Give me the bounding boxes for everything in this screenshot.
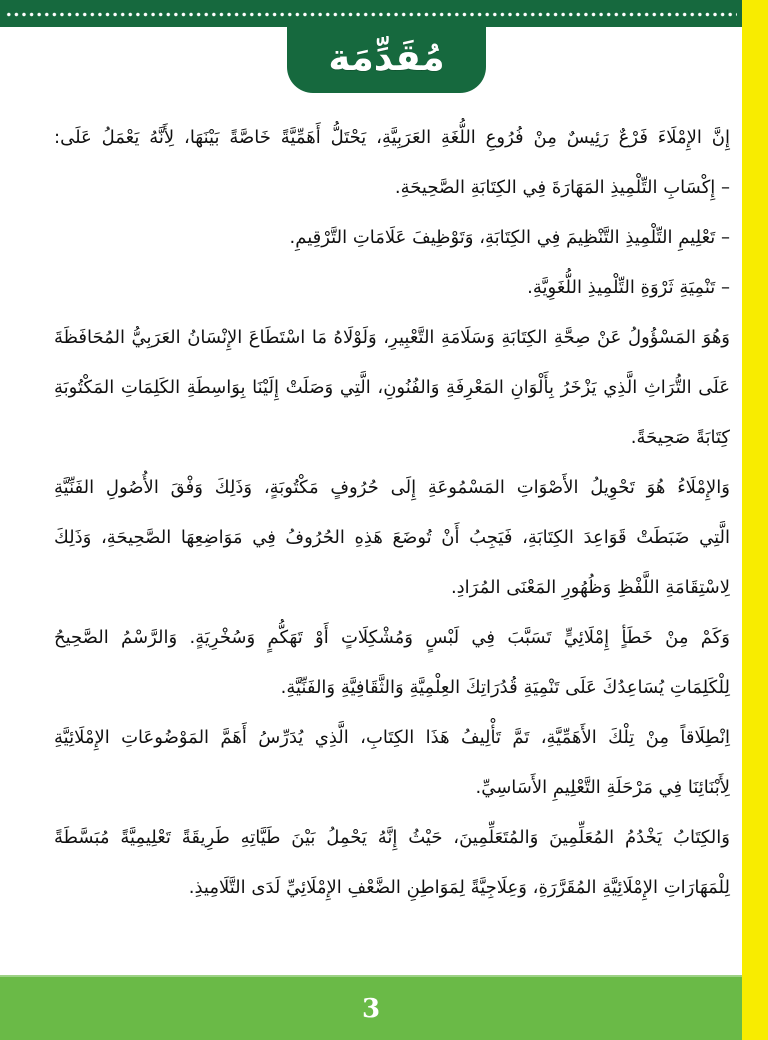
paragraph-1-line-2: عَلَى التُّرَاثِ الَّذِي يَزْخَرُ بِأَلْوَانِ المَعْرِفَةِ وَالفُنُونِ، الَّتِي وَصَلَتْ إِلَيْنَا بِوَاسِطَةِ الكَلِمَاتِ المَكْتُوبَةِ (54, 377, 730, 398)
paragraph-3-line-1: وَكَمْ مِنْ خَطَأٍ إِمْلَائِيٍّ تَسَبَّبَ فِي لَبْسٍ وَمُشْكِلَاتٍ أَوْ تَهَكُّمٍ وَسُخْرِيَةٍ. وَالرَّسْمُ الصَّحِيحُ (54, 627, 730, 648)
paragraph-5-line-1: وَالكِتَابُ يَخْدُمُ المُعَلِّمِينَ وَالمُتَعَلِّمِينَ، حَيْثُ إِنَّهُ يَحْمِلُ بَيْنَ طَيَّاتِهِ طَرِيقَةً تَعْلِيمِيَّةً مُبَسَّطَةً (54, 827, 730, 848)
paragraph-4-line-2: لِأَبْنَائِنَا فِي مَرْحَلَةِ التَّعْلِيمِ الأَسَاسِيِّ. (475, 777, 730, 798)
bullet-item-3: – تَنْمِيَةِ ثَرْوَةِ التِّلْمِيذِ اللُّغَوِيَّةِ. (527, 277, 730, 298)
bullet-item-1: – إِكْسَابِ التِّلْمِيذِ المَهَارَةَ فِي الكِتَابَةِ الصَّحِيحَةِ. (394, 177, 730, 198)
bullet-item-2: – تَعْلِيمِ التِّلْمِيذِ التَّنْظِيمَ فِي الكِتَابَةِ، وَتَوْظِيفَ عَلَامَاتِ التَّرْقِيمِ. (289, 227, 730, 248)
paragraph-1-line-1: وَهُوَ المَسْؤُولُ عَنْ صِحَّةِ الكِتَابَةِ وَسَلَامَةِ التَّعْبِيرِ، وَلَوْلَاهُ مَا اسْتَطَاعَ الإِنْسَانُ العَرَبِيُّ المُحَافَظَةَ (54, 327, 730, 348)
paragraph-5-line-2: لِلْمَهَارَاتِ الإِمْلَائِيَّةِ المُقَرَّرَةِ، وَعِلَاجِيَّةً لِمَوَاطِنِ الضَّعْفِ الإِمْلَائِيِّ لَدَى التَّلَامِيذِ. (188, 877, 730, 898)
yellow-edge-stripe (742, 0, 768, 1040)
dotted-line-decoration (5, 11, 737, 18)
section-title-tab (287, 27, 486, 93)
intro-line: إِنَّ الإِمْلَاءَ فَرْعٌ رَئِيسٌ مِنْ فُرُوعِ اللُّغَةِ العَرَبِيَّةِ، يَحْتَلُّ أَهَمِّيَّةً خَاصَّةً بَيْنَهَا، لِأَنَّهُ يَعْمَلُ عَلَى: (54, 127, 730, 148)
page-number: 3 (361, 993, 381, 1024)
paragraph-2-line-3: لِاسْتِقَامَةِ اللَّفْظِ وَظُهُورِ المَعْنَى المُرَادِ. (450, 577, 730, 598)
paragraph-4-line-1: اِنْطِلَاقاً مِنْ تِلْكَ الأَهَمِّيَّةِ، تَمَّ تَأْلِيفُ هَذَا الكِتَابِ، الَّذِي يُدَرِّسُ أَهَمَّ المَوْضُوعَاتِ الإِمْلَائِيَّةِ (54, 727, 730, 748)
paragraph-3-line-2: لِلْكَلِمَاتِ يُسَاعِدُكَ عَلَى تَنْمِيَةِ قُدُرَاتِكَ العِلْمِيَّةِ وَالثَّقَافِيَّةِ وَالفَنِّيَّةِ. (280, 677, 730, 698)
paragraph-2-line-2: الَّتِي ضَبَطَتْ قَوَاعِدَ الكِتَابَةِ، فَيَجِبُ أَنْ تُوضَعَ هَذِهِ الحُرُوفُ فِي مَوَاضِعِهَا الصَّحِيحَةِ، وَذَلِكَ (54, 527, 730, 548)
page-title: مُقَدِّمَة (328, 35, 445, 79)
page-footer (0, 975, 742, 1040)
top-border-bar (0, 0, 742, 27)
paragraph-1-line-3: كِتَابَةً صَحِيحَةً. (630, 427, 730, 448)
page-content (54, 113, 730, 913)
paragraph-2-line-1: وَالإِمْلَاءُ هُوَ تَحْوِيلُ الأَصْوَاتِ المَسْمُوعَةِ إِلَى حُرُوفٍ مَكْتُوبَةٍ، وَذَلِكَ وَفْقَ الأُصُولِ الفَنِّيَّةِ (54, 477, 730, 498)
